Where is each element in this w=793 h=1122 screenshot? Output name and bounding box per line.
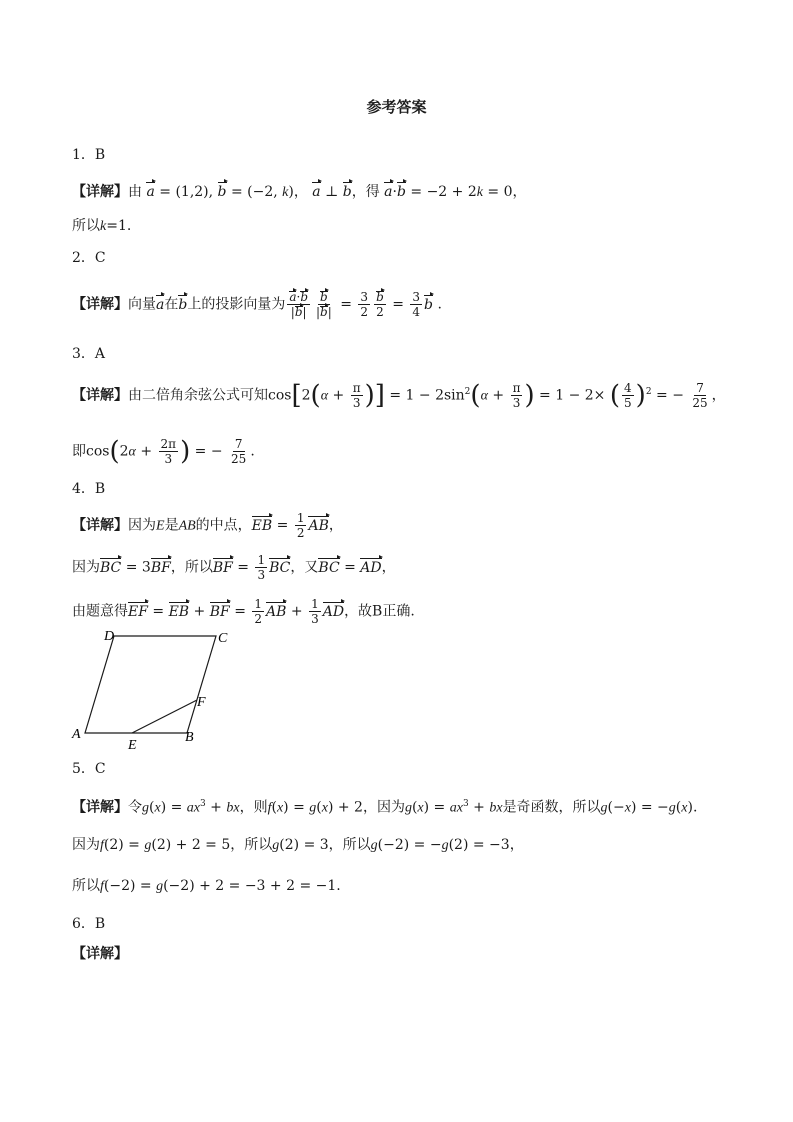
parallelogram-figure <box>68 626 248 754</box>
page-title: 参考答案 <box>366 98 427 116</box>
q4-line2: 因为BC = 3BF，所以BF = $\frac{1}{3}$ BC，又BC = AD， <box>72 553 396 582</box>
label-a: A <box>72 727 81 742</box>
q5-number: 5．C <box>72 761 106 777</box>
q3-number: 3．A <box>72 346 106 362</box>
segment-ef <box>132 700 197 733</box>
q2-detail: 【详解】向量a在b上的投影向量为 $\frac{a\cdot b}{|b|}$ $\frac{b}{|b|}$ = $\frac{3}{2}$ $\frac{b}{2}$ = $\frac{3}{4}$ b . <box>72 290 442 319</box>
q3-detail: 【详解】由二倍角余弦公式可知cos[2(α + $\frac{\pi}{3}$ )] = $1 - 2\sin^2(\alpha$ + $\frac{\pi}{3}$ ) = 1 − 2× ( $\frac{4}{5}$ )$^2$ = − $\frac{7}{25}$ ， <box>72 380 726 411</box>
q5-line1: 【详解】令$g(x) = ax^3$ + bx，则f(x) = g(x) + 2，因为$g(x) = ax^3$ + bx是奇函数，所以g(−x) = −g(x). <box>72 799 698 816</box>
q6-detail: 【详解】 <box>72 946 128 962</box>
q1-number: 1．B <box>72 147 106 163</box>
q1-conclusion: 所以k=1. <box>72 218 132 234</box>
q3-conclusion: 即cos(2α + $\frac{2\pi}{3}$ ) = − $\frac{7}{25}$ . <box>72 436 255 467</box>
label-b: B <box>185 730 194 745</box>
label-d: D <box>104 629 115 644</box>
parallelogram-abcd <box>85 636 216 733</box>
q4-number: 4．B <box>72 481 106 497</box>
q6-number: 6．B <box>72 916 106 932</box>
q5-line2: 因为f(2) = g(2) + 2 = 5，所以g(2) = 3，所以g(−2) = −g(2) = −3， <box>72 837 524 853</box>
q1-detail: 【详解】由 a = (1,2), b = (−2, k)， a ⊥ b，得 a·b = −2 + 2k = 0， <box>72 181 527 204</box>
q4-line3: 由题意得EF = EB + BF = $\frac{1}{2}$ AB + $\frac{1}{3}$ AD，故B正确. <box>72 597 415 626</box>
label-f: F <box>197 695 206 710</box>
label-c: C <box>218 631 228 646</box>
q2-number: 2．C <box>72 250 106 266</box>
q4-line1: 【详解】因为E是AB的中点，EB = $\frac{1}{2}$ AB， <box>72 511 343 540</box>
q5-line3: 所以f(−2) = g(−2) + 2 = −3 + 2 = −1. <box>72 878 341 894</box>
label-e: E <box>128 738 137 753</box>
